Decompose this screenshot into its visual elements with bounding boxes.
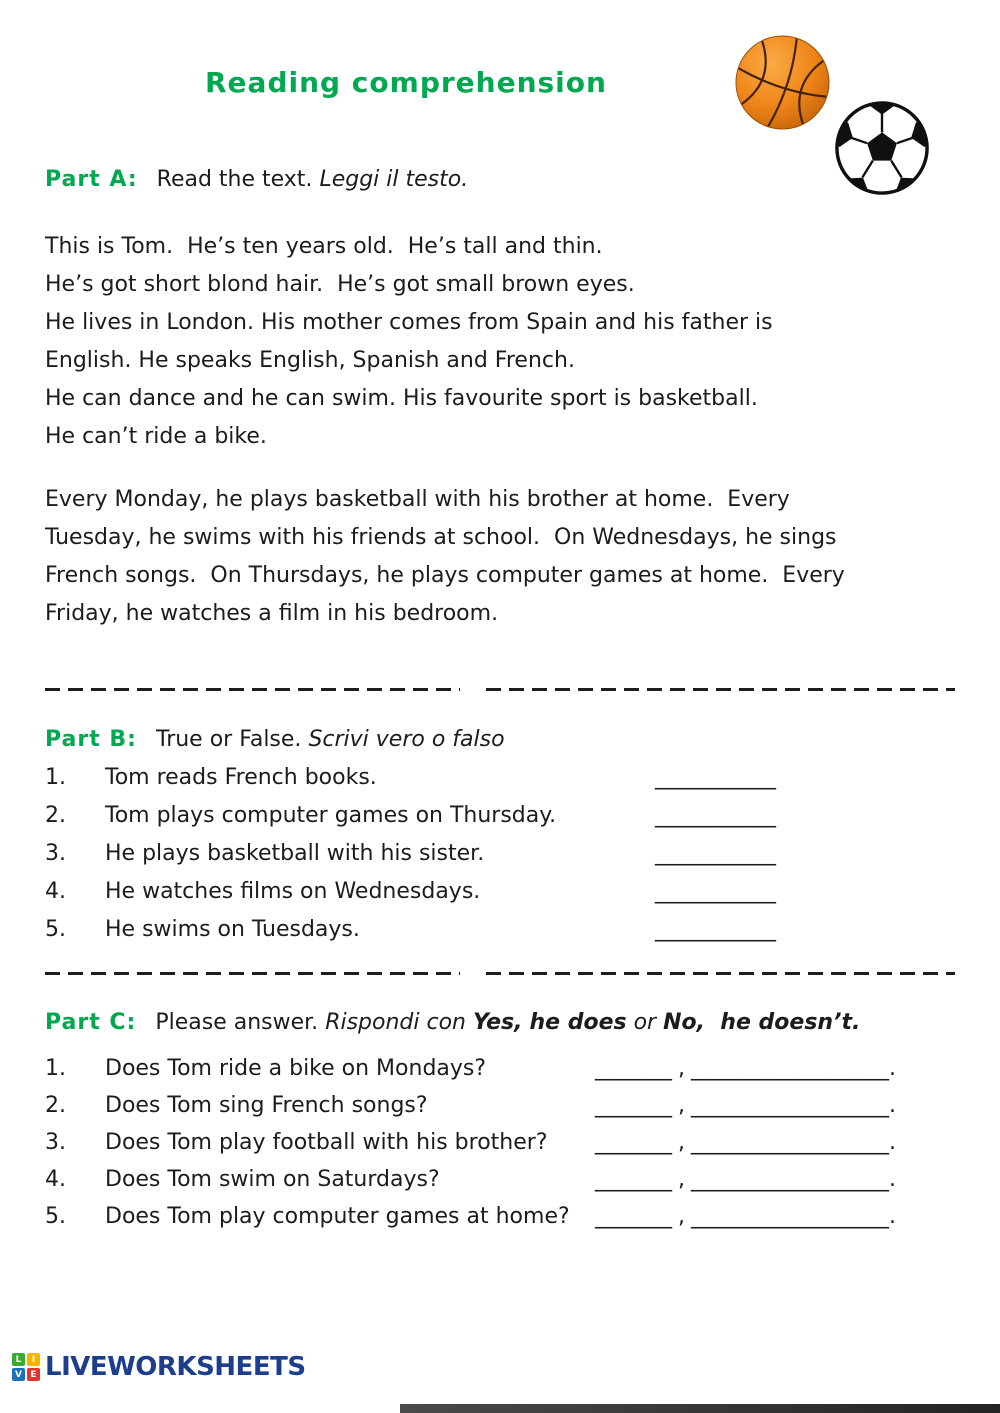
true-false-item	[45, 879, 776, 917]
brand-name: LIVEWORKSHEETS	[45, 1352, 306, 1382]
reading-text-paragraph-2	[45, 481, 845, 633]
item-text: Does Tom sing French songs?	[105, 1093, 428, 1118]
text-line: He can’t ride a bike.	[45, 424, 267, 449]
period: .	[889, 1167, 896, 1192]
answer-blank[interactable]: ___________	[655, 917, 776, 942]
answer-blank-long[interactable]: __________________	[691, 1167, 889, 1192]
true-false-item	[45, 841, 776, 879]
page-title: Reading comprehension	[205, 66, 607, 99]
answer-blank[interactable]: ___________	[655, 841, 776, 866]
reading-text-paragraph-1	[45, 228, 773, 456]
text-line: He lives in London. His mother comes from Spain and his father is	[45, 310, 773, 335]
comma-separator: ,	[678, 1056, 685, 1081]
answer-blank-short[interactable]: _______	[595, 1130, 672, 1155]
answer-blank-long[interactable]: __________________	[691, 1093, 889, 1118]
item-text: He swims on Tuesdays.	[105, 917, 360, 942]
scan-artifact	[400, 1404, 1000, 1413]
period: .	[889, 1056, 896, 1081]
true-false-item	[45, 803, 776, 841]
item-number: 1.	[45, 765, 66, 790]
dash-segment	[486, 972, 955, 975]
answer-blank-short[interactable]: _______	[595, 1167, 672, 1192]
text-line: Every Monday, he plays basketball with his brother at home. Every	[45, 487, 790, 512]
text-line: French songs. On Thursdays, he plays computer games at home. Every	[45, 563, 845, 588]
part-c-instruction: Please answer.	[155, 1010, 319, 1035]
true-false-item	[45, 917, 776, 955]
item-number: 2.	[45, 1093, 66, 1118]
part-a-label: Part A:	[45, 167, 138, 192]
item-number: 4.	[45, 1167, 66, 1192]
item-number: 2.	[45, 803, 66, 828]
text-line: English. He speaks English, Spanish and French.	[45, 348, 575, 373]
answer-blank[interactable]: ___________	[655, 879, 776, 904]
part-a-header	[45, 167, 468, 192]
part-c-list	[45, 1056, 896, 1241]
question-item	[45, 1167, 896, 1204]
part-c-instruction-italian: Rispondi con	[325, 1010, 466, 1035]
logo-letter: V	[12, 1368, 25, 1381]
answer-blank-short[interactable]: _______	[595, 1093, 672, 1118]
comma-separator: ,	[678, 1130, 685, 1155]
answer-option-no-full: No, he doesn’t.	[663, 1010, 861, 1035]
text-line: He’s got short blond hair. He’s got small brown eyes.	[45, 272, 635, 297]
answer-blank-short[interactable]: _______	[595, 1056, 672, 1081]
part-a-instruction-italian: Leggi il testo.	[319, 167, 469, 192]
logo-letter: E	[27, 1368, 40, 1381]
item-text: He watches films on Wednesdays.	[105, 879, 481, 904]
text-line: Tuesday, he swims with his friends at school. On Wednesdays, he sings	[45, 525, 837, 550]
item-number: 1.	[45, 1056, 66, 1081]
dashed-divider	[45, 688, 955, 691]
logo-letter: L	[12, 1353, 25, 1366]
part-c-header	[45, 1010, 860, 1035]
question-item	[45, 1204, 896, 1241]
answer-blank-long[interactable]: __________________	[691, 1130, 889, 1155]
item-text: He plays basketball with his sister.	[105, 841, 485, 866]
answer-blank-long[interactable]: __________________	[691, 1204, 889, 1229]
item-text: Tom reads French books.	[105, 765, 377, 790]
liveworksheets-footer	[12, 1352, 306, 1382]
period: .	[889, 1093, 896, 1118]
item-number: 3.	[45, 1130, 66, 1155]
part-b-label: Part B:	[45, 727, 137, 752]
period: .	[889, 1204, 896, 1229]
item-number: 5.	[45, 917, 66, 942]
item-number: 3.	[45, 841, 66, 866]
question-item	[45, 1130, 896, 1167]
item-text: Does Tom play computer games at home?	[105, 1204, 570, 1229]
dash-segment	[45, 688, 460, 691]
answer-blank[interactable]: ___________	[655, 803, 776, 828]
comma-separator: ,	[678, 1093, 685, 1118]
period: .	[889, 1130, 896, 1155]
item-text: Does Tom play football with his brother?	[105, 1130, 548, 1155]
answer-blank[interactable]: ___________	[655, 765, 776, 790]
comma-separator: ,	[678, 1167, 685, 1192]
logo-letter: I	[27, 1353, 40, 1366]
text-line: He can dance and he can swim. His favourite sport is basketball.	[45, 386, 758, 411]
answer-blank-long[interactable]: __________________	[691, 1056, 889, 1081]
question-item	[45, 1093, 896, 1130]
basketball-icon	[733, 33, 832, 132]
part-b-header	[45, 727, 505, 752]
item-text: Does Tom swim on Saturdays?	[105, 1167, 440, 1192]
answer-option-yes-full: he does	[529, 1010, 627, 1035]
item-number: 5.	[45, 1204, 66, 1229]
or-word: or	[633, 1010, 657, 1035]
dash-segment	[45, 972, 460, 975]
part-b-list	[45, 765, 776, 955]
text-line: This is Tom. He’s ten years old. He’s tall and thin.	[45, 234, 603, 259]
question-item	[45, 1056, 896, 1093]
true-false-item	[45, 765, 776, 803]
part-a-instruction: Read the text.	[156, 167, 313, 192]
dash-segment	[486, 688, 955, 691]
comma-separator: ,	[678, 1204, 685, 1229]
part-c-label: Part C:	[45, 1010, 137, 1035]
item-text: Does Tom ride a bike on Mondays?	[105, 1056, 487, 1081]
part-b-instruction-italian: Scrivi vero o falso	[308, 727, 505, 752]
answer-blank-short[interactable]: _______	[595, 1204, 672, 1229]
part-b-instruction: True or False.	[155, 727, 302, 752]
dashed-divider	[45, 972, 955, 975]
answer-option-yes: Yes,	[473, 1010, 523, 1035]
item-text: Tom plays computer games on Thursday.	[105, 803, 557, 828]
liveworksheets-logo-icon	[12, 1353, 40, 1381]
text-line: Friday, he watches a film in his bedroom.	[45, 601, 499, 626]
item-number: 4.	[45, 879, 66, 904]
soccer-ball-icon	[833, 99, 931, 197]
